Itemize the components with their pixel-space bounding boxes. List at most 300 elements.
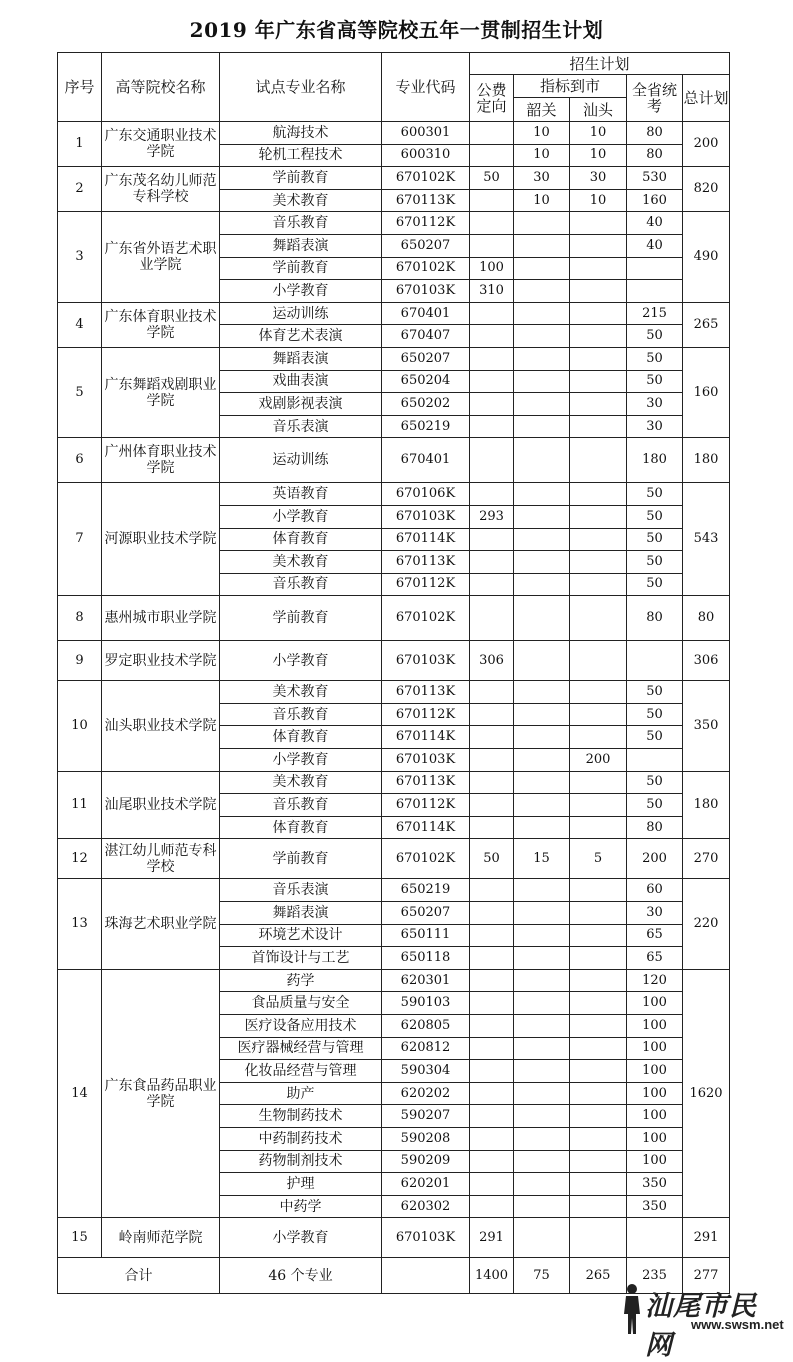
shantou-quota-cell (570, 992, 627, 1015)
shaoguan-quota-cell (514, 393, 570, 416)
public-quota-cell (470, 816, 514, 839)
shantou-quota-cell (570, 370, 627, 393)
shaoguan-quota-cell (514, 794, 570, 817)
exam-quota-cell: 160 (627, 189, 683, 212)
seq-cell: 9 (58, 641, 102, 681)
shantou-quota-cell: 10 (570, 144, 627, 167)
major-name-cell: 音乐教育 (220, 794, 382, 817)
major-code-cell: 670106K (382, 483, 470, 506)
summary-label: 合计 (58, 1258, 220, 1294)
shaoguan-quota-cell (514, 902, 570, 925)
major-name-cell: 学前教育 (220, 257, 382, 280)
major-name-cell: 助产 (220, 1082, 382, 1105)
header-quota: 指标到市 (514, 75, 627, 98)
header-exam: 全省统考 (627, 75, 683, 122)
major-name-cell: 医疗器械经营与管理 (220, 1037, 382, 1060)
public-quota-cell (470, 969, 514, 992)
major-name-cell: 音乐教育 (220, 212, 382, 235)
public-quota-cell (470, 1173, 514, 1196)
major-code-cell: 650207 (382, 347, 470, 370)
school-name-cell: 罗定职业技术学院 (102, 641, 220, 681)
summary-code-empty (382, 1258, 470, 1294)
exam-quota-cell: 30 (627, 393, 683, 416)
exam-quota-cell: 50 (627, 325, 683, 348)
seq-cell: 4 (58, 302, 102, 347)
shantou-quota-cell (570, 1105, 627, 1128)
shaoguan-quota-cell (514, 551, 570, 574)
table-row (58, 167, 730, 190)
major-code-cell: 650219 (382, 879, 470, 902)
shaoguan-quota-cell (514, 816, 570, 839)
major-code-cell: 670113K (382, 771, 470, 794)
public-quota-cell (470, 573, 514, 596)
table-row (58, 438, 730, 483)
header-major: 试点专业名称 (220, 53, 382, 122)
exam-quota-cell (627, 749, 683, 772)
table-row (58, 839, 730, 879)
enrollment-plan-table (57, 52, 730, 1294)
school-name-cell: 广东茂名幼儿师范专科学校 (102, 167, 220, 212)
exam-quota-cell: 215 (627, 302, 683, 325)
summary-total: 277 (683, 1258, 730, 1294)
shantou-quota-cell (570, 347, 627, 370)
table-body (58, 122, 730, 1258)
shantou-quota-cell (570, 212, 627, 235)
major-name-cell: 学前教育 (220, 839, 382, 879)
shaoguan-quota-cell (514, 703, 570, 726)
major-code-cell: 670103K (382, 505, 470, 528)
shantou-quota-cell (570, 771, 627, 794)
public-quota-cell (470, 189, 514, 212)
exam-quota-cell: 350 (627, 1173, 683, 1196)
exam-quota-cell: 100 (627, 1082, 683, 1105)
exam-quota-cell: 50 (627, 370, 683, 393)
exam-quota-cell: 200 (627, 839, 683, 879)
major-name-cell: 药物制剂技术 (220, 1150, 382, 1173)
exam-quota-cell (627, 257, 683, 280)
public-quota-cell (470, 902, 514, 925)
major-name-cell: 环境艺术设计 (220, 924, 382, 947)
shantou-quota-cell (570, 393, 627, 416)
major-name-cell: 小学教育 (220, 1218, 382, 1258)
public-quota-cell (470, 325, 514, 348)
major-code-cell: 620201 (382, 1173, 470, 1196)
table-row (58, 641, 730, 681)
shaoguan-quota-cell (514, 947, 570, 970)
shantou-quota-cell (570, 438, 627, 483)
major-code-cell: 590207 (382, 1105, 470, 1128)
shantou-quota-cell (570, 234, 627, 257)
shaoguan-quota-cell (514, 681, 570, 704)
total-plan-cell: 270 (683, 839, 730, 879)
major-code-cell: 670102K (382, 596, 470, 641)
public-quota-cell (470, 879, 514, 902)
exam-quota-cell: 60 (627, 879, 683, 902)
major-name-cell: 戏剧影视表演 (220, 393, 382, 416)
summary-public: 1400 (470, 1258, 514, 1294)
major-name-cell: 音乐表演 (220, 415, 382, 438)
exam-quota-cell: 80 (627, 144, 683, 167)
shaoguan-quota-cell: 15 (514, 839, 570, 879)
shaoguan-quota-cell (514, 438, 570, 483)
public-quota-cell (470, 794, 514, 817)
shaoguan-quota-cell (514, 1150, 570, 1173)
major-code-cell: 650204 (382, 370, 470, 393)
shaoguan-quota-cell (514, 1218, 570, 1258)
shaoguan-quota-cell (514, 749, 570, 772)
exam-quota-cell (627, 280, 683, 303)
major-name-cell: 中药学 (220, 1195, 382, 1218)
public-quota-cell (470, 1127, 514, 1150)
header-shantou: 汕头 (570, 98, 627, 122)
exam-quota-cell: 50 (627, 551, 683, 574)
public-quota-cell (470, 1060, 514, 1083)
major-name-cell: 学前教育 (220, 596, 382, 641)
major-code-cell: 670112K (382, 703, 470, 726)
shaoguan-quota-cell (514, 505, 570, 528)
school-name-cell: 岭南师范学院 (102, 1218, 220, 1258)
shantou-quota-cell (570, 1015, 627, 1038)
major-name-cell: 戏曲表演 (220, 370, 382, 393)
shaoguan-quota-cell (514, 1037, 570, 1060)
major-code-cell: 650118 (382, 947, 470, 970)
shantou-quota-cell (570, 879, 627, 902)
major-name-cell: 舞蹈表演 (220, 347, 382, 370)
summary-majors: 46 个专业 (220, 1258, 382, 1294)
major-code-cell: 650207 (382, 902, 470, 925)
shaoguan-quota-cell (514, 596, 570, 641)
school-name-cell: 湛江幼儿师范专科学校 (102, 839, 220, 879)
shantou-quota-cell (570, 1037, 627, 1060)
exam-quota-cell: 50 (627, 681, 683, 704)
exam-quota-cell: 50 (627, 483, 683, 506)
major-name-cell: 舞蹈表演 (220, 902, 382, 925)
major-name-cell: 舞蹈表演 (220, 234, 382, 257)
public-quota-cell: 50 (470, 839, 514, 879)
seq-cell: 10 (58, 681, 102, 771)
shaoguan-quota-cell (514, 1015, 570, 1038)
public-quota-cell: 100 (470, 257, 514, 280)
shantou-quota-cell: 200 (570, 749, 627, 772)
exam-quota-cell: 40 (627, 212, 683, 235)
public-quota-cell (470, 703, 514, 726)
total-plan-cell: 306 (683, 641, 730, 681)
school-name-cell: 广东省外语艺术职业学院 (102, 212, 220, 302)
major-code-cell: 670112K (382, 212, 470, 235)
seq-cell: 6 (58, 438, 102, 483)
watermark-url: www.swsm.net (691, 1317, 784, 1332)
shaoguan-quota-cell (514, 992, 570, 1015)
seq-cell: 7 (58, 483, 102, 596)
watermark-text: 汕尾市民网 (645, 1291, 757, 1361)
public-quota-cell: 293 (470, 505, 514, 528)
total-plan-cell: 1620 (683, 969, 730, 1218)
major-code-cell: 650202 (382, 393, 470, 416)
major-name-cell: 音乐表演 (220, 879, 382, 902)
major-name-cell: 首饰设计与工艺 (220, 947, 382, 970)
shaoguan-quota-cell (514, 1127, 570, 1150)
public-quota-cell: 291 (470, 1218, 514, 1258)
major-code-cell: 590208 (382, 1127, 470, 1150)
major-code-cell: 670102K (382, 167, 470, 190)
table-row (58, 596, 730, 641)
exam-quota-cell (627, 1218, 683, 1258)
school-name-cell: 广州体育职业技术学院 (102, 438, 220, 483)
table-row (58, 212, 730, 235)
shantou-quota-cell (570, 969, 627, 992)
major-code-cell: 590209 (382, 1150, 470, 1173)
shaoguan-quota-cell (514, 528, 570, 551)
major-code-cell: 620302 (382, 1195, 470, 1218)
major-name-cell: 中药制药技术 (220, 1127, 382, 1150)
shaoguan-quota-cell: 30 (514, 167, 570, 190)
shaoguan-quota-cell: 10 (514, 144, 570, 167)
header-seq: 序号 (58, 53, 102, 122)
header-code: 专业代码 (382, 53, 470, 122)
seq-cell: 5 (58, 347, 102, 437)
major-code-cell: 670103K (382, 749, 470, 772)
major-code-cell: 670114K (382, 816, 470, 839)
shaoguan-quota-cell (514, 1173, 570, 1196)
summary-shantou: 265 (570, 1258, 627, 1294)
exam-quota-cell: 80 (627, 122, 683, 145)
school-name-cell: 珠海艺术职业学院 (102, 879, 220, 969)
major-name-cell: 小学教育 (220, 641, 382, 681)
public-quota-cell (470, 144, 514, 167)
shaoguan-quota-cell (514, 257, 570, 280)
exam-quota-cell: 40 (627, 234, 683, 257)
shantou-quota-cell (570, 902, 627, 925)
seq-cell: 11 (58, 771, 102, 839)
shaoguan-quota-cell (514, 641, 570, 681)
major-code-cell: 670102K (382, 257, 470, 280)
public-quota-cell (470, 1150, 514, 1173)
exam-quota-cell: 100 (627, 1105, 683, 1128)
major-name-cell: 体育教育 (220, 528, 382, 551)
major-code-cell: 620805 (382, 1015, 470, 1038)
public-quota-cell (470, 370, 514, 393)
major-name-cell: 音乐教育 (220, 703, 382, 726)
total-plan-cell: 350 (683, 681, 730, 771)
seq-cell: 15 (58, 1218, 102, 1258)
major-code-cell: 600310 (382, 144, 470, 167)
major-name-cell: 音乐教育 (220, 573, 382, 596)
exam-quota-cell: 100 (627, 1150, 683, 1173)
public-quota-cell (470, 347, 514, 370)
major-code-cell: 650111 (382, 924, 470, 947)
summary-shaoguan: 75 (514, 1258, 570, 1294)
shaoguan-quota-cell (514, 1105, 570, 1128)
seq-cell: 2 (58, 167, 102, 212)
exam-quota-cell: 50 (627, 528, 683, 551)
seq-cell: 3 (58, 212, 102, 302)
shantou-quota-cell (570, 415, 627, 438)
major-name-cell: 体育教育 (220, 726, 382, 749)
shaoguan-quota-cell: 10 (514, 189, 570, 212)
table-row (58, 122, 730, 145)
shaoguan-quota-cell (514, 370, 570, 393)
header-school: 高等院校名称 (102, 53, 220, 122)
major-code-cell: 670102K (382, 839, 470, 879)
header-plan: 招生计划 (470, 53, 730, 75)
total-plan-cell: 490 (683, 212, 730, 302)
shaoguan-quota-cell (514, 234, 570, 257)
public-quota-cell (470, 483, 514, 506)
total-plan-cell: 200 (683, 122, 730, 167)
summary-exam: 235 (627, 1258, 683, 1294)
public-quota-cell (470, 438, 514, 483)
exam-quota-cell: 530 (627, 167, 683, 190)
major-name-cell: 美术教育 (220, 771, 382, 794)
shaoguan-quota-cell: 10 (514, 122, 570, 145)
school-name-cell: 汕尾职业技术学院 (102, 771, 220, 839)
public-quota-cell (470, 551, 514, 574)
shantou-quota-cell (570, 681, 627, 704)
shantou-quota-cell (570, 1060, 627, 1083)
shantou-quota-cell (570, 924, 627, 947)
major-code-cell: 670401 (382, 438, 470, 483)
public-quota-cell (470, 234, 514, 257)
exam-quota-cell: 120 (627, 969, 683, 992)
watermark-logo (621, 1282, 784, 1361)
major-name-cell: 美术教育 (220, 551, 382, 574)
major-code-cell: 670113K (382, 189, 470, 212)
exam-quota-cell: 50 (627, 505, 683, 528)
exam-quota-cell: 50 (627, 347, 683, 370)
header-shaoguan: 韶关 (514, 98, 570, 122)
major-code-cell: 620301 (382, 969, 470, 992)
total-plan-cell: 291 (683, 1218, 730, 1258)
table-row (58, 1218, 730, 1258)
shaoguan-quota-cell (514, 302, 570, 325)
table-row (58, 969, 730, 992)
school-name-cell: 广东交通职业技术学院 (102, 122, 220, 167)
major-code-cell: 670113K (382, 551, 470, 574)
public-quota-cell (470, 212, 514, 235)
shantou-quota-cell (570, 302, 627, 325)
exam-quota-cell: 100 (627, 992, 683, 1015)
shantou-quota-cell (570, 505, 627, 528)
shantou-quota-cell (570, 1173, 627, 1196)
total-plan-cell: 820 (683, 167, 730, 212)
exam-quota-cell: 100 (627, 1060, 683, 1083)
major-code-cell: 620812 (382, 1037, 470, 1060)
exam-quota-cell: 50 (627, 726, 683, 749)
seq-cell: 8 (58, 596, 102, 641)
seq-cell: 12 (58, 839, 102, 879)
major-code-cell: 670103K (382, 1218, 470, 1258)
school-name-cell: 汕头职业技术学院 (102, 681, 220, 771)
shantou-quota-cell: 10 (570, 189, 627, 212)
total-plan-cell: 160 (683, 347, 730, 437)
major-code-cell: 670401 (382, 302, 470, 325)
major-name-cell: 运动训练 (220, 438, 382, 483)
shaoguan-quota-cell (514, 280, 570, 303)
major-code-cell: 590103 (382, 992, 470, 1015)
major-name-cell: 小学教育 (220, 749, 382, 772)
major-name-cell: 学前教育 (220, 167, 382, 190)
exam-quota-cell: 30 (627, 415, 683, 438)
total-plan-cell: 180 (683, 438, 730, 483)
shaoguan-quota-cell (514, 1060, 570, 1083)
shantou-quota-cell (570, 483, 627, 506)
major-code-cell: 650219 (382, 415, 470, 438)
shaoguan-quota-cell (514, 924, 570, 947)
shantou-quota-cell (570, 641, 627, 681)
page-title: 2019 年广东省高等院校五年一贯制招生计划 (189, 18, 604, 42)
shaoguan-quota-cell (514, 347, 570, 370)
shantou-quota-cell (570, 1150, 627, 1173)
seq-cell: 14 (58, 969, 102, 1218)
shaoguan-quota-cell (514, 771, 570, 794)
shantou-quota-cell (570, 794, 627, 817)
school-name-cell: 广东食品药品职业学院 (102, 969, 220, 1218)
major-code-cell: 670407 (382, 325, 470, 348)
major-code-cell: 670114K (382, 528, 470, 551)
public-quota-cell (470, 924, 514, 947)
major-code-cell: 590304 (382, 1060, 470, 1083)
exam-quota-cell: 50 (627, 573, 683, 596)
exam-quota-cell: 100 (627, 1037, 683, 1060)
shantou-quota-cell (570, 816, 627, 839)
major-name-cell: 运动训练 (220, 302, 382, 325)
public-quota-cell (470, 393, 514, 416)
public-quota-cell: 50 (470, 167, 514, 190)
major-name-cell: 英语教育 (220, 483, 382, 506)
school-name-cell: 惠州城市职业学院 (102, 596, 220, 641)
shantou-quota-cell (570, 726, 627, 749)
shaoguan-quota-cell (514, 879, 570, 902)
exam-quota-cell: 80 (627, 816, 683, 839)
school-name-cell: 广东舞蹈戏剧职业学院 (102, 347, 220, 437)
total-plan-cell: 543 (683, 483, 730, 596)
shantou-quota-cell (570, 947, 627, 970)
exam-quota-cell: 30 (627, 902, 683, 925)
public-quota-cell (470, 415, 514, 438)
exam-quota-cell (627, 641, 683, 681)
school-name-cell: 广东体育职业技术学院 (102, 302, 220, 347)
major-name-cell: 护理 (220, 1173, 382, 1196)
public-quota-cell (470, 302, 514, 325)
shaoguan-quota-cell (514, 573, 570, 596)
seq-cell: 1 (58, 122, 102, 167)
shantou-quota-cell (570, 596, 627, 641)
shaoguan-quota-cell (514, 726, 570, 749)
public-quota-cell: 306 (470, 641, 514, 681)
shantou-quota-cell (570, 1218, 627, 1258)
public-quota-cell (470, 749, 514, 772)
major-name-cell: 轮机工程技术 (220, 144, 382, 167)
major-code-cell: 600301 (382, 122, 470, 145)
public-quota-cell (470, 1082, 514, 1105)
person-silhouette-icon (621, 1282, 643, 1336)
shaoguan-quota-cell (514, 212, 570, 235)
shantou-quota-cell (570, 325, 627, 348)
public-quota-cell (470, 1037, 514, 1060)
public-quota-cell (470, 1015, 514, 1038)
shaoguan-quota-cell (514, 415, 570, 438)
major-name-cell: 体育艺术表演 (220, 325, 382, 348)
major-name-cell: 医疗设备应用技术 (220, 1015, 382, 1038)
shaoguan-quota-cell (514, 1082, 570, 1105)
total-plan-cell: 265 (683, 302, 730, 347)
exam-quota-cell: 50 (627, 771, 683, 794)
exam-quota-cell: 350 (627, 1195, 683, 1218)
shantou-quota-cell (570, 1127, 627, 1150)
exam-quota-cell: 50 (627, 703, 683, 726)
major-code-cell: 670103K (382, 280, 470, 303)
major-name-cell: 化妆品经营与管理 (220, 1060, 382, 1083)
